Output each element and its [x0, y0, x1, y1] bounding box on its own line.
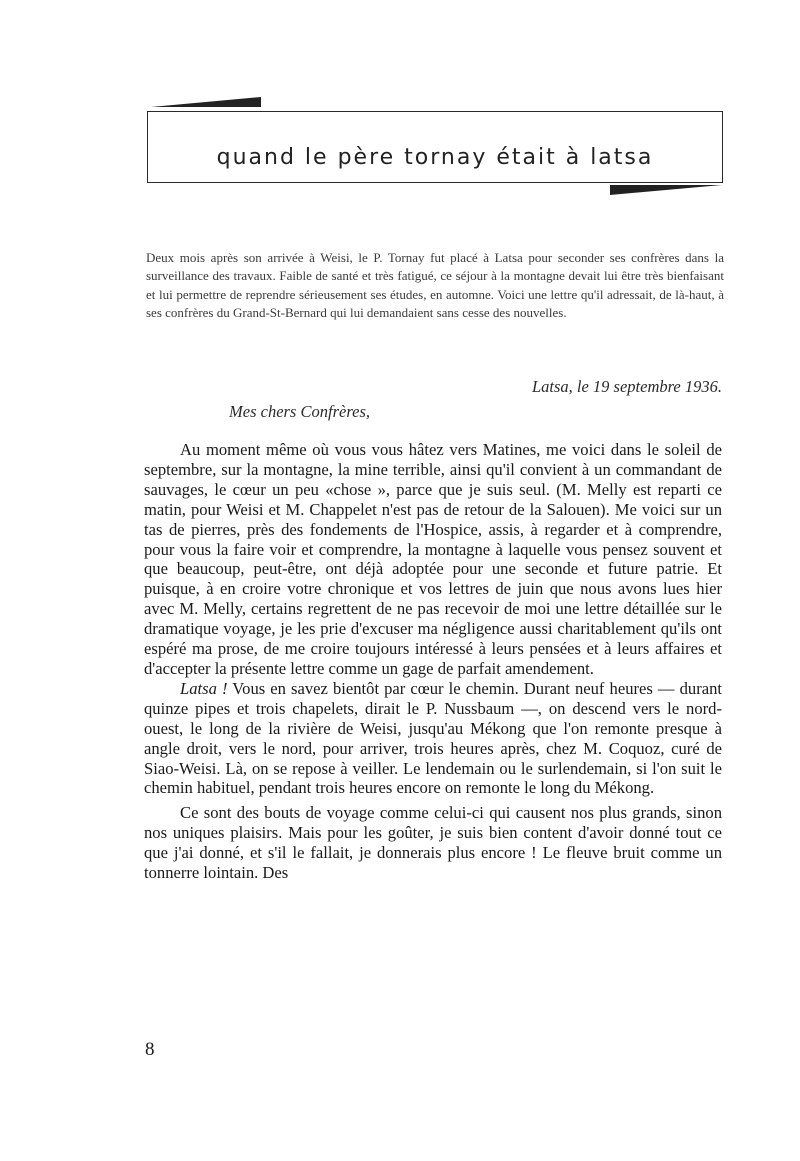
intro-paragraph: Deux mois après son arrivée à Weisi, le P. Tornay fut placé à Latsa pour seconder ses confrères dans la surveillance des travaux. Faible de santé et très fatigué, ce séjour à la montagne devait lui être très bienfaisant et lui permettre de reprendre sérieusement ses études, en automne. Voici une lettre qu'il adressait, de là-haut, à ses confrères du Grand-St-Bernard qui lui demandaient sans cesse des nouvelles. [146, 250, 724, 321]
letter-salutation: Mes chers Confrères, [229, 402, 370, 421]
letter-paragraph-3: Ce sont des bouts de voyage comme celui-ci qui causent nos plus grands, sinon nos uniques plaisirs. Mais pour les goûter, je suis bien content d'avoir donné tout ce que j'ai donné, et s'il le fallait, je donnerais plus encore ! Le fleuve bruit comme un tonnerre lointain. Des [144, 803, 722, 883]
paragraph-2-emphasis: Latsa ! [180, 678, 228, 698]
paragraph-2-text: Vous en savez bientôt par cœur le chemin. Durant neuf heures — durant quinze pipes et trois chapelets, dirait le P. Nussbaum —, on descend vers le nord-ouest, le long de la rivière de Weisi, jusqu'au Mékong que l'on remonte presque à angle droit, vers le nord, pour arriver, trois heures après, chez M. Coquoz, curé de Siao-Weisi. Là, on se repose à veiller. Le lendemain ou le surlendemain, si l'on suit le chemin habituel, pendant trois heures encore on remonte le long du Mékong. [144, 678, 722, 798]
letter-paragraph-1: Au moment même où vous vous hâtez vers Matines, me voici dans le soleil de septembre, sur la montagne, la mine terrible, ainsi qu'il convient à un commandant de sauvages, le cœur un peu «chose », parce que je suis seul. (M. Melly est reparti ce matin, pour Weisi et M. Chappelet n'est pas de retour de la Salouen). Me voici sur un tas de pierres, près des fondements de l'Hospice, assis, à regarder et à comprendre, pour vous la faire voir et comprendre, la montagne à laquelle vous pensez souvent et que beaucoup, peut-être, ont déjà adoptée pour une seconde et future patrie. Et puisque, à en croire votre chronique et vos lettres de juin que nous avons lues hier avec M. Melly, certains regrettent de ne pas recevoir de moi une lettre détaillée sur le dramatique voyage, je les prie d'excuser ma négligence aussi charitablement qu'ils ont espéré ma prose, de me croire toujours intéressé à leurs pensées et à leurs affaires et d'accepter la présente lettre comme un gage de parfait amendement. [144, 440, 722, 678]
chapter-title: quand le père tornay était à latsa [216, 144, 654, 170]
title-decoration-bottom [610, 185, 722, 195]
letter-paragraph-2 [144, 679, 722, 798]
letter-body [144, 440, 722, 883]
title-decoration-top [151, 97, 261, 107]
letter-place-date: Latsa, le 19 septembre 1936. [531, 377, 722, 396]
page-number: 8 [145, 1039, 155, 1060]
